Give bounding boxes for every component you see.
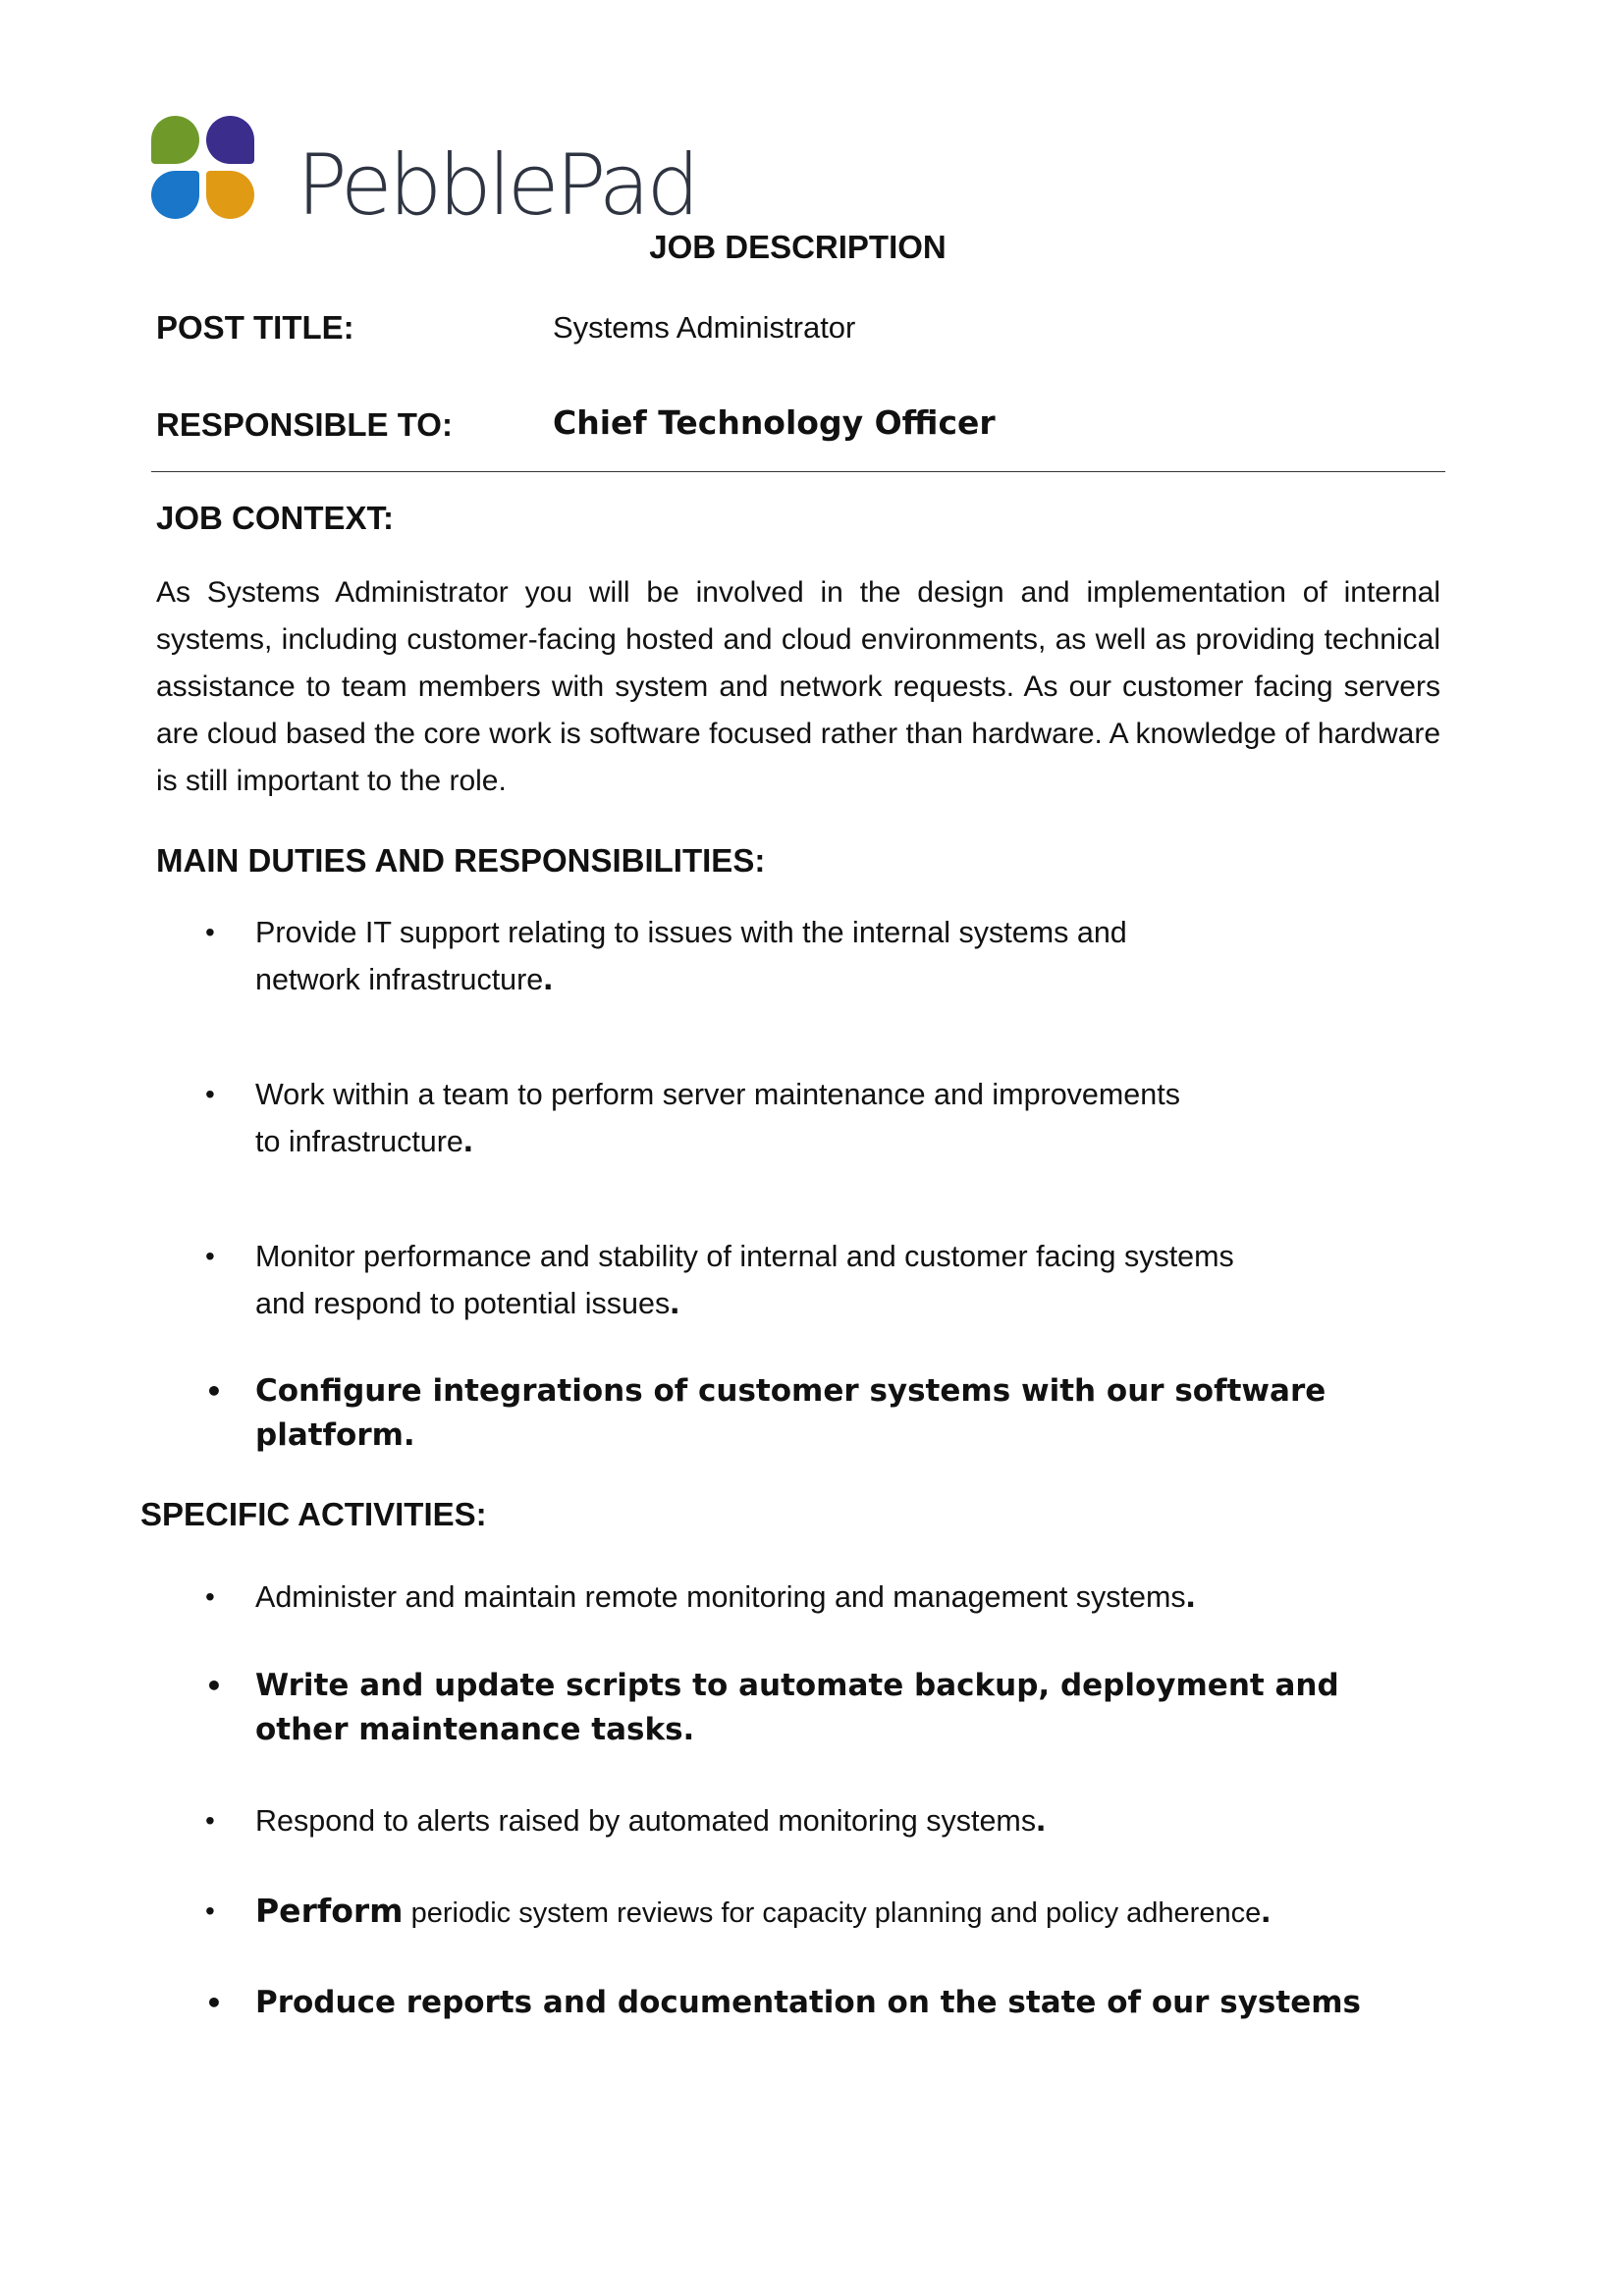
list-item	[205, 1797, 1492, 1844]
job-context-text: As Systems Administrator you will be involved in the design and implementation of internal systems, including customer-facing hosted and cloud environments, as well as providing technical assistance to team members with system and network requests. As our customer facing servers are cloud based the core work is software focused rather than hardware. A knowledge of hardware is still important to the role.	[156, 576, 1440, 797]
logo-petal-green	[151, 116, 199, 164]
main-duties-heading: MAIN DUTIES AND RESPONSIBILITIES:	[156, 842, 766, 879]
bullet-icon: •	[205, 917, 215, 947]
list-item	[205, 1071, 1492, 1165]
responsible-to-value: Chief Technology Officer	[553, 403, 996, 442]
item-end: .	[670, 1281, 680, 1321]
bullet-icon: •	[205, 1670, 223, 1702]
item-end: .	[1185, 1575, 1196, 1615]
item-text: to infrastructure	[255, 1125, 463, 1158]
post-title-value: Systems Administrator	[553, 310, 856, 345]
item-end: .	[1036, 1798, 1047, 1839]
item-end: .	[543, 957, 554, 997]
item-text: Respond to alerts raised by automated monitoring systems	[255, 1804, 1037, 1838]
list-item	[205, 1981, 1492, 2025]
bullet-icon: •	[205, 1375, 223, 1408]
item-text: periodic system reviews for capacity planning and policy adherence	[403, 1897, 1262, 1929]
bullet-icon: •	[205, 1896, 215, 1926]
logo-wordmark: PebblePad	[297, 136, 696, 235]
item-end: .	[462, 1119, 473, 1159]
item-text: Work within a team to perform server maintenance and improvements	[255, 1078, 1180, 1111]
bullet-icon: •	[205, 1987, 223, 2019]
responsible-to-label: RESPONSIBLE TO:	[156, 406, 453, 443]
list-item	[205, 1369, 1492, 1458]
list-item	[205, 909, 1492, 1003]
list-item	[205, 1664, 1492, 1752]
header-divider	[151, 471, 1445, 472]
specific-activities-heading: SPECIFIC ACTIVITIES:	[140, 1496, 487, 1532]
logo-petal-orange	[206, 171, 254, 219]
pebblepad-logo-icon	[151, 116, 255, 220]
item-text: other maintenance tasks.	[255, 1712, 695, 1747]
logo-petal-blue	[151, 171, 199, 219]
item-text: network infrastructure	[255, 963, 544, 996]
item-text: Monitor performance and stability of internal and customer facing systems	[255, 1240, 1234, 1273]
item-lead: Perform	[255, 1892, 404, 1930]
logo-petal-purple	[206, 116, 254, 164]
pebblepad-logo	[151, 116, 696, 235]
item-text: Write and update scripts to automate backup, deployment and	[255, 1668, 1339, 1703]
bullet-icon: •	[205, 1805, 215, 1836]
document-heading: JOB DESCRIPTION	[649, 229, 947, 265]
bullet-icon: •	[205, 1241, 215, 1271]
list-item	[205, 1233, 1492, 1327]
item-end: .	[1261, 1890, 1272, 1930]
bullet-icon: •	[205, 1079, 215, 1109]
item-text: Produce reports and documentation on the state of our systems	[255, 1985, 1361, 2020]
list-item	[205, 1888, 1492, 1937]
item-text: Administer and maintain remote monitoring and management systems	[255, 1580, 1186, 1614]
bullet-icon: •	[205, 1581, 215, 1612]
job-context-heading: JOB CONTEXT:	[156, 500, 395, 536]
post-title-label: POST TITLE:	[156, 309, 354, 346]
item-text: and respond to potential issues	[255, 1287, 671, 1320]
item-text: Provide IT support relating to issues with the internal systems and	[255, 916, 1127, 949]
item-text: Configure integrations of customer systems with our software platform.	[255, 1373, 1326, 1453]
list-item	[205, 1574, 1492, 1621]
